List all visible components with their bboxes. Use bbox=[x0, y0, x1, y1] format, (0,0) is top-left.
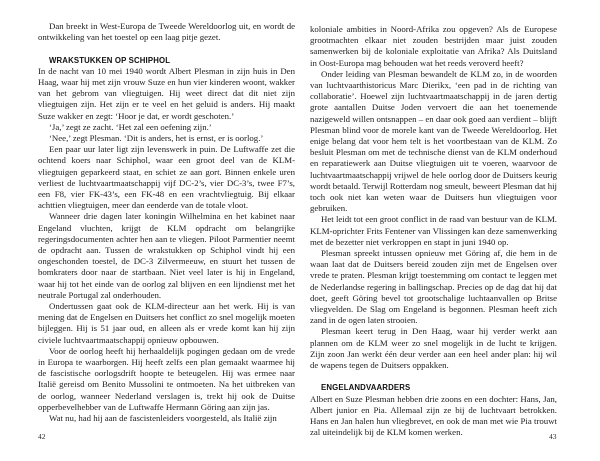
dialogue-line: ‘Nee,’ zegt Plesman. ‘Dit is anders, het is ernst, er is oorlog.’ bbox=[49, 133, 264, 144]
paragraph: Dan breekt in West-Europa de Tweede Wereldoorlog uit, en wordt de ontwikkeling van het toestel op een laag pitje gezet. bbox=[38, 21, 295, 43]
paragraph: Plesman spreekt intussen opnieuw met Göring af, die hem in de waan laat dat de Duitsers bereid zouden zijn met de Engelsen over vrede te praten. Plesman krijgt toestemming om contact te leggen met de Nederlandse regering in ballingschap. Precies op de dag dat hij dat doet, geeft Göring bevel tot grootschalige luchtaanvallen op Britse vliegvelden. De Slag om Engeland is begonnen. Plesman heeft zich zand in de ogen laten strooien. bbox=[310, 248, 557, 326]
right-page bbox=[310, 24, 557, 439]
dialogue-line: ‘Ja,’ zegt ze zacht. ‘Het zal een oefening zijn.’ bbox=[49, 121, 212, 132]
paragraph: Wanneer drie dagen later koningin Wilhelmina en het kabinet naar Engeland vluchten, krijgt de KLM opdracht om belangrijke regeringsdocumenten achter hen aan te vliegen. Piloot Parmentier neemt de opdracht aan. Tussen de wrakstukken op Schiphol vindt hij een ongeschonden toestel, de DC-3 Zilvermeeuw, en stuurt het tussen de bomkraters door naar de startbaan. Niet veel later is hij in Engeland, waar hij tot het einde van de oorlog zal blijven en een lijndienst met het neutrale Portugal zal onderhouden. bbox=[38, 211, 295, 300]
paragraph: Voor de oorlog heeft hij herhaaldelijk pogingen gedaan om de vrede in Europa te waarborgen. Hij heeft zelfs een plan gemaakt waarmee hij de fascistische oorlogsdrift hoopte te beteugelen. Hij was ermee naar Italië gereisd om Benito Mussolini te ontmoeten. Na het uitbreken van de oorlog, wanneer Nederland verslagen is, trekt hij ook de Duitse opperbevelhebber van de Luftwaffe Hermann Göring aan zijn jas. bbox=[38, 345, 295, 412]
page-number-left: 42 bbox=[38, 432, 46, 441]
section-heading-wrakstukken: WRAKSTUKKEN OP SCHIPHOL bbox=[49, 55, 171, 65]
paragraph: Onder leiding van Plesman bewandelt de KLM zo, in de woorden van luchtvaarthistoricus Marc Dierikx, ‘een pad in de richting van collaboratie’. Hoewel zijn luchtvaartmaatschappij in de jaren dertig grote aantallen Duitse Joden vervoert die aan het toenemende nazigeweld willen ontsnappen – en daar ook goed aan verdient – blijft Plesman blind voor de morele kant van de Tweede Wereldoorlog. Het enige belang dat voor hem telt is het voortbestaan van de KLM. Zo besluit Plesman om met de technische dienst van de KLM onderhoud en reparatiewerk aan Duitse vliegtuigen uit te voeren, waarvoor de luchtvaartmaatschappij vrijwel de hele oorlog door de Duitsers keurig wordt betaald. Terwijl Rotterdam nog smeult, beweert Plesman dat hij toch ook niet kan weten waar de Duitsers hun vliegtuigen voor gebruiken. bbox=[310, 68, 557, 214]
paragraph: Een paar uur later ligt zijn levenswerk in puin. De Luftwaffe zet die ochtend koers naar Schiphol, waar een groot deel van de KLM-vliegtuigen geparkeerd staat, en schiet ze aan gort. Binnen enkele uren verliest de luchtvaartmaatschappij vijf DC-2’s, vier DC-3’s, twee F7’s, een F8, vier FK-43’s, een FK-48 en een vrachtvliegtuig. Bij elkaar achttien vliegtuigen, meer dan eenderde van de totale vloot. bbox=[38, 144, 295, 211]
paragraph: Plesman keert terug in Den Haag, waar hij verder werkt aan plannen om de KLM weer zo snel mogelijk in de lucht te krijgen. Zijn zoon Jan werkt één deur verder aan een heel ander plan: hij wil de wapens tegen de Duitsers oppakken. bbox=[310, 326, 557, 371]
paragraph: Albert en Suze Plesman hebben drie zoons en een dochter: Hans, Jan, Albert junior en Pia. Allemaal zijn ze bij de luchtvaart betrokken. Hans en Jan halen hun vliegbrevet, en ook de man met wie Pia trouwt zal uiteindelijk bij de KLM komen werken. bbox=[310, 393, 557, 438]
paragraph: Wat nu, had hij aan de fascistenleiders voorgesteld, als Italië zijn bbox=[49, 413, 277, 424]
paragraph: koloniale ambities in Noord-Afrika zou opgeven? Als de Europese grootmachten elkaar niet zouden bestrijden maar juist zouden samenwerken bij de koloniale exploitatie van Afrika? Als Duitsland in Oost-Europa mag behouden wat het reeds veroverd heeft? bbox=[310, 24, 557, 68]
paragraph: In de nacht van 10 mei 1940 wordt Albert Plesman in zijn huis in Den Haag, waar hij met zijn vrouw Suze en hun vier kinderen woont, wakker van het gebrom van vliegtuigen. Hij weet direct dat dit niet zijn vliegtuigen zijn. Het zijn er te veel en het geluid is anders. Hij maakt Suze wakker en zegt: ‘Hoor je dat, er wordt geschoten.’ bbox=[38, 65, 295, 121]
page-number-right: 43 bbox=[549, 432, 557, 441]
left-page bbox=[38, 21, 295, 424]
section-heading-engelandvaarders: ENGELANDVAARDERS bbox=[321, 383, 411, 393]
paragraph: Ondertussen gaat ook de KLM-directeur aan het werk. Hij is van mening dat de Engelsen en Duitsers het conflict zo snel mogelijk moeten bijleggen. Hij is 51 jaar oud, en alleen als er vrede komt kan hij zijn civiele luchtvaartmaatschappij opnieuw opbouwen. bbox=[38, 301, 295, 345]
paragraph: Het leidt tot een groot conflict in de raad van bestuur van de KLM. KLM-oprichter Frits Fentener van Vlissingen kan deze samenwerking met de bezetter niet verkroppen en stapt in juni 1940 op. bbox=[310, 214, 557, 247]
